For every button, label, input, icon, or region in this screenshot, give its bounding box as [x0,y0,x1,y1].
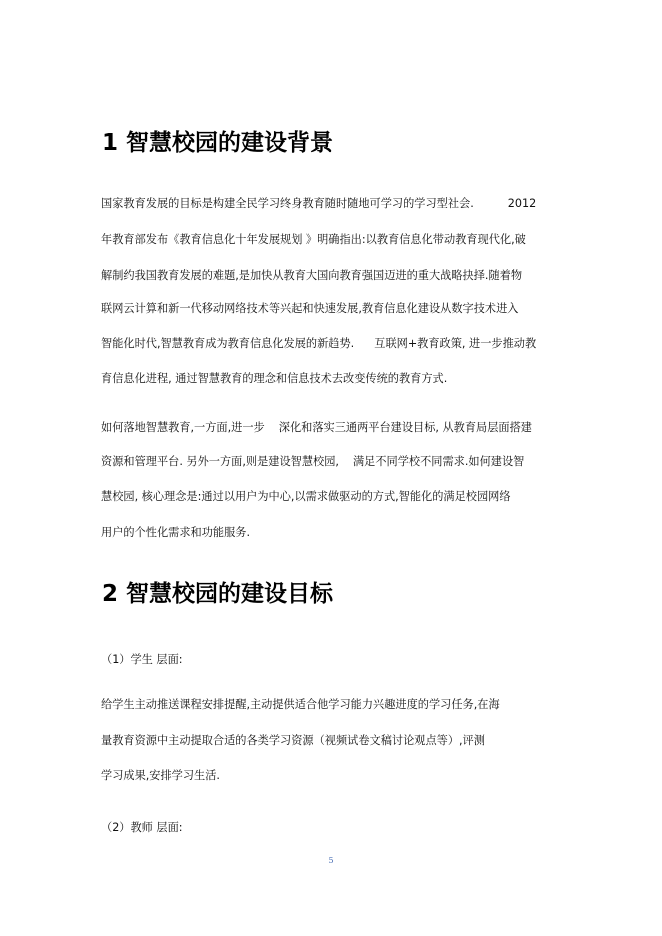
section-1-heading: 1 智慧校园的建设背景 [102,130,334,156]
line-text: 如何落地智慧教育,一方面,进一步 [101,421,265,434]
page-number: 5 [328,856,334,865]
line-text-continued: 互联网+教育政策, 进一步推动教 [374,337,537,350]
paragraph-2-line-4: 用户的个性化需求和功能服务. [101,526,250,539]
line-text: 资源和管理平台. 另外一方面,则是建设智慧校园, [101,455,339,468]
line-text-year: 2012 [507,197,537,210]
paragraph-1-line-1 [101,196,536,212]
line-text-continued: 满足不同学校不同需求.如何建设智 [352,455,525,468]
line-text: 智能化时代,智慧教育成为教育信息化发展的新趋势. [101,337,355,350]
line-text: 国家教育发展的目标是构建全民学习终身教育随时随地可学习的学习型社会. [101,197,474,210]
teacher-level-label: （2）教师 层面: [101,821,183,834]
section-2-heading: 2 智慧校园的建设目标 [102,581,334,607]
student-paragraph-line-2: 量教育资源中主动提取合适的各类学习资源（视频试卷文稿讨论观点等）,评测 [101,734,485,747]
paragraph-2-line-2 [101,454,524,470]
paragraph-1-line-5 [101,336,536,352]
paragraph-2-line-1 [101,420,532,436]
line-text-continued: 深化和落实三通两平台建设目标, 从教育局层面搭建 [278,421,532,434]
paragraph-1-line-6: 育信息化进程, 通过智慧教育的理念和信息技术去改变传统的教育方式. [101,372,448,385]
student-level-label: （1）学生 层面: [101,653,183,666]
paragraph-1-line-3: 解制约我国教育发展的难题,是加快从教育大国向教育强国迈进的重大战略抉择.随着物 [101,269,523,282]
paragraph-2-line-3: 慧校园, 核心理念是:通过以用户为中心,以需求做驱动的方式,智能化的满足校园网络 [101,490,511,503]
paragraph-1-line-2: 年教育部发布《教育信息化十年发展规划 》明确指出:以教育信息化带动教育现代化,破 [101,233,526,246]
student-paragraph-line-1: 给学生主动推送课程安排提醒,主动提供适合他学习能力兴趣进度的学习任务,在海 [101,698,500,711]
paragraph-1-line-4: 联网云计算和新一代移动网络技术等兴起和快速发展,教育信息化建设从数字技术进入 [101,302,519,315]
student-paragraph-line-3: 学习成果,安排学习生活. [101,769,220,782]
